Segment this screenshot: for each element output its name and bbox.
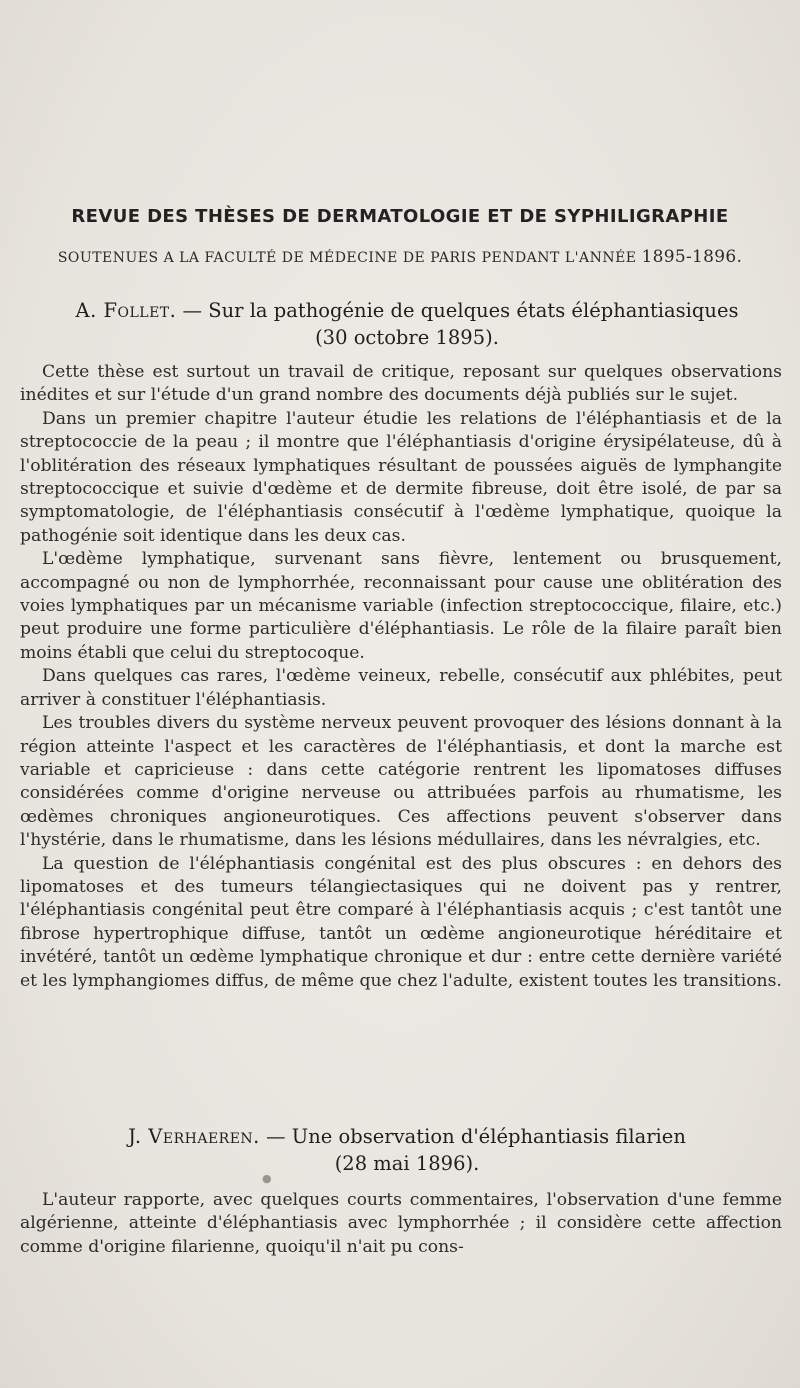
entry-1-paragraph: La question de l'éléphantiasis congénital est des plus obscures : en dehors des lipomatoses et des tumeurs télangiectasiques qui ne doivent pas y rentrer, l'éléphantiasis congénital peut être comparé à l'éléphantiasis acquis ; c'est tantôt une fibrose hypertrophique diffuse, tantôt un œdème angioneurotique héréditaire et invétéré, tantôt un œdème lymphatique chronique et dur : entre cette dernière variété et les lymphangiomes diffus, de même que chez l'adulte, existent toutes les transitions.: [20, 853, 782, 991]
subheading-years: 1895-1896.: [641, 247, 743, 267]
entry-1-paragraph: Les troubles divers du système nerveux peuvent provoquer des lésions donnant à la région atteinte l'aspect et les caractères de l'éléphantiasis, et dont la marche est variable et capricieuse : dans cette catégorie rentrent les lipomatoses diffuses considérées comme d'origine nerveuse ou attribuées parfois au rhumatisme, les œdèmes chroniques angioneurotiques. Ces affections peuvent s'observer dans l'hystérie, dans le rhumatisme, dans les lésions médullaires, dans les névralgies, etc.: [20, 713, 782, 851]
page-heading: REVUE DES THÈSES DE DERMATOLOGIE ET DE SYPHILIGRAPHIE: [71, 206, 729, 227]
entry-1-header: [22, 297, 792, 351]
entry-2-header: [22, 1123, 792, 1177]
entry-1-date: (30 octobre 1895).: [315, 326, 499, 349]
entry-2-title: Une observation d'éléphantiasis filarien: [291, 1125, 686, 1148]
entry-1-author: A. Follet.: [75, 299, 177, 322]
entry-1-dash: —: [182, 299, 203, 322]
entry-2-date: (28 mai 1896).: [334, 1152, 480, 1175]
entry-1-paragraph: L'œdème lymphatique, survenant sans fièvre, lentement ou brusquement, accompagné ou non de lymphorrhée, reconnaissant pour cause une oblitération des voies lymphatiques par un mécanisme variable (infection streptococcique, filaire, etc.) peut produire une forme particulière d'éléphantiasis. Le rôle de la filaire paraît bien moins établi que celui du streptocoque.: [20, 549, 782, 663]
subheading-text: SOUTENUES A LA FACULTÉ DE MÉDECINE DE PARIS PENDANT L'ANNÉE: [57, 250, 637, 266]
entry-1-paragraph: Dans quelques cas rares, l'œdème veineux, rebelle, consécutif aux phlébites, peut arriver à constituer l'éléphantiasis.: [20, 666, 782, 710]
entry-1-title: Sur la pathogénie de quelques états éléphantiasiques: [208, 299, 739, 322]
entry-1-paragraph: Dans un premier chapitre l'auteur étudie les relations de l'éléphantiasis et de la streptococcie de la peau ; il montre que l'éléphantiasis d'origine érysipélateuse, dû à l'oblitération des réseaux lymphatiques résultant de poussées aiguës de lymphangite streptococcique et suivie d'œdème et de dermite fibreuse, doit être isolé, de par sa symptomatologie, de l'éléphantiasis consécutif à l'œdème lymphatique, quoique la pathogénie soit identique dans les deux cas.: [20, 408, 782, 546]
page-subheading: [24, 247, 776, 267]
entry-2-dash: —: [266, 1125, 286, 1148]
entry-1-body: [20, 361, 782, 993]
entry-2-body: [20, 1189, 782, 1259]
entry-2-author: J. Verhaeren.: [128, 1125, 260, 1148]
entry-1-paragraph: Cette thèse est surtout un travail de critique, reposant sur quelques observations inédites et sur l'étude d'un grand nombre des documents déjà publiés sur le sujet.: [20, 362, 782, 406]
entry-2-paragraph: L'auteur rapporte, avec quelques courts commentaires, l'observation d'une femme algérienne, atteinte d'éléphantiasis avec lymphorrhée ; il considère cette affection comme d'origine filarienne, quoiqu'il n'ait pu cons-: [20, 1190, 782, 1257]
ink-speck-icon: ●: [262, 1172, 272, 1185]
